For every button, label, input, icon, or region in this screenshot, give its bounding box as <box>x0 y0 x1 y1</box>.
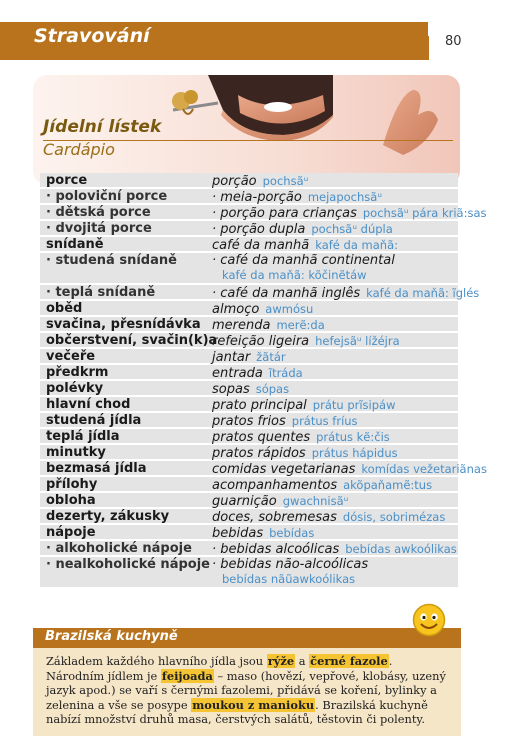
pronunciation: kafé da maňã: kõčinẽtáw <box>222 268 367 282</box>
menu-row <box>40 205 487 221</box>
pronunciation: akõpaňamẽ:tus <box>343 478 433 492</box>
portuguese-term <box>212 526 314 541</box>
menu-row <box>40 413 458 427</box>
menu-row <box>40 349 458 363</box>
pronunciation: pochsãᵘ dúpla <box>311 222 393 236</box>
menu-row <box>40 237 458 251</box>
portuguese-word: jantar <box>212 350 251 365</box>
portuguese-term <box>212 510 445 525</box>
info-text-part: . Národním jídlem je <box>46 654 393 683</box>
portuguese-term <box>212 430 390 445</box>
czech-term: dezerty, zákusky <box>46 509 170 524</box>
portuguese-term <box>212 446 398 461</box>
portuguese-word: acompanhamentos <box>212 478 338 493</box>
pronunciation: prátus kẽ:čis <box>316 430 390 444</box>
czech-term: občerstvení, svačin(k)a <box>46 333 218 348</box>
pronunciation: kafé da maňã: <box>315 238 398 252</box>
pronunciation: pochsãᵘ pára kriã:sas <box>362 206 487 220</box>
pronunciation: mejapochsãᵘ <box>307 190 382 204</box>
info-box-header <box>33 628 461 648</box>
menu-row <box>40 365 458 379</box>
portuguese-word: · porção dupla <box>212 222 306 237</box>
pronunciation: gwachnisãᵘ <box>282 494 349 508</box>
pronunciation: sópas <box>255 382 290 396</box>
info-text-part: Základem každého hlavního jídla jsou <box>46 654 267 668</box>
pronunciation: hefejsãᵘ lížéjra <box>315 334 400 348</box>
portuguese-term <box>212 222 393 237</box>
portuguese-word: bebidas <box>212 526 264 541</box>
czech-term: přílohy <box>46 477 98 492</box>
portuguese-word: merenda <box>212 318 271 333</box>
portuguese-word: entrada <box>212 366 263 381</box>
info-text-part: – maso (hovězí, vepřové, klobásy, uzený jazyk apod.) se vaří s černými fazolemi, přidává se koření, bylinky a zelenina a vše se posype <box>46 668 446 712</box>
menu-row <box>40 301 458 315</box>
portuguese-term <box>212 382 289 397</box>
menu-vocabulary-list <box>40 173 487 589</box>
menu-row <box>40 285 480 301</box>
pronunciation: bebídas <box>269 526 315 540</box>
pronunciation: prátus fríus <box>291 414 358 428</box>
czech-term: předkrm <box>46 365 109 380</box>
section-title: Jídelní lístek <box>43 117 162 137</box>
portuguese-word: · café da manhã inglês <box>212 286 361 301</box>
header-divider <box>428 36 429 60</box>
portuguese-word: pratos quentes <box>212 430 311 445</box>
czech-term: porce <box>46 173 88 188</box>
menu-row <box>40 317 458 331</box>
menu-heading <box>33 117 460 167</box>
portuguese-term <box>212 254 395 268</box>
portuguese-term <box>212 366 303 381</box>
portuguese-term <box>212 206 486 221</box>
pronunciation: prátu prĩsipáw <box>312 398 396 412</box>
portuguese-word: refeição ligeira <box>212 334 310 349</box>
smiley-icon <box>412 603 446 637</box>
portuguese-word: café da manhã <box>212 238 310 253</box>
portuguese-term <box>212 494 348 509</box>
portuguese-word: · meia-porção <box>212 190 302 205</box>
pronunciation: awmósu <box>265 302 314 316</box>
menu-row <box>40 189 458 203</box>
menu-row <box>40 525 458 539</box>
pronunciation: merẽ:da <box>276 318 325 332</box>
info-text-part: . Brazilská kuchyně nabízí množství druhů masa, čerstvých salátů, těstovin či polenty. <box>46 697 428 727</box>
portuguese-word: guarnição <box>212 494 277 509</box>
portuguese-word: pratos rápidos <box>212 446 306 461</box>
menu-row <box>40 557 458 587</box>
info-box-text <box>46 654 446 727</box>
portuguese-term <box>212 190 382 205</box>
czech-term: polévky <box>46 381 104 396</box>
menu-row <box>40 397 458 411</box>
chapter-header <box>0 22 428 60</box>
menu-row <box>40 493 458 507</box>
pronunciation: bebídas awkoólikas <box>345 542 457 556</box>
portuguese-word: · bebidas não-alcoólicas <box>212 557 369 572</box>
czech-term: obloha <box>46 493 96 508</box>
portuguese-word: porção <box>212 174 257 189</box>
menu-row <box>40 429 458 443</box>
menu-row <box>40 509 458 523</box>
portuguese-term <box>212 542 457 557</box>
section-subtitle: Cardápio <box>43 140 115 159</box>
portuguese-term <box>212 302 313 317</box>
menu-row <box>40 445 458 459</box>
chapter-title: Stravování <box>34 25 150 47</box>
pronunciation: komídas vežetariãnas <box>361 462 487 476</box>
menu-row <box>40 477 458 491</box>
menu-row <box>40 221 458 235</box>
highlight-term: černé fazole <box>310 654 388 668</box>
portuguese-term <box>212 414 358 429</box>
czech-term: studená jídla <box>46 413 142 428</box>
czech-term: · poloviční porce <box>46 189 168 204</box>
portuguese-term <box>212 478 432 493</box>
portuguese-word: prato principal <box>212 398 307 413</box>
menu-row <box>40 541 458 555</box>
portuguese-term <box>212 462 487 477</box>
pronunciation: dósis, sobrimézas <box>342 510 446 524</box>
portuguese-term <box>212 318 325 333</box>
czech-term: snídaně <box>46 237 104 252</box>
czech-term: · teplá snídaně <box>46 285 156 300</box>
menu-row <box>40 381 458 395</box>
portuguese-term <box>212 238 398 253</box>
czech-term: · studená snídaně <box>46 253 177 268</box>
portuguese-word: sopas <box>212 382 250 397</box>
portuguese-word: · bebidas alcoólicas <box>212 542 340 557</box>
highlight-term: moukou z manioku <box>192 697 315 712</box>
menu-row <box>40 333 458 347</box>
czech-term: bezmasá jídla <box>46 461 147 476</box>
portuguese-term <box>212 558 368 572</box>
czech-term: teplá jídla <box>46 429 120 444</box>
menu-row <box>40 173 458 187</box>
czech-term: nápoje <box>46 525 96 540</box>
pronunciation: bebídas nãũawkoólikas <box>222 572 356 586</box>
portuguese-word: pratos frios <box>212 414 286 429</box>
portuguese-word: almoço <box>212 302 260 317</box>
portuguese-word: · café da manhã continental <box>212 253 395 268</box>
portuguese-word: doces, sobremesas <box>212 510 337 525</box>
czech-term: hlavní chod <box>46 397 131 412</box>
pronunciation: kafé da maňã: ĩglés <box>366 286 480 300</box>
pronunciation: prátus hápidus <box>311 446 398 460</box>
czech-term: · nealkoholické nápoje <box>46 557 210 572</box>
czech-term: oběd <box>46 301 83 316</box>
pronunciation: žãtár <box>256 350 286 364</box>
portuguese-term <box>212 334 400 349</box>
info-box-title: Brazilská kuchyně <box>45 629 178 644</box>
czech-term: · dětská porce <box>46 205 151 220</box>
czech-term: · dvojitá porce <box>46 221 152 236</box>
portuguese-term <box>212 286 479 301</box>
highlight-term: feijoada <box>161 668 213 683</box>
czech-term: minutky <box>46 445 106 460</box>
menu-row <box>40 253 458 283</box>
portuguese-term <box>212 174 308 189</box>
menu-row <box>40 461 487 477</box>
info-text-part: a <box>295 654 310 668</box>
highlight-term: rýže <box>267 654 295 668</box>
portuguese-term <box>212 398 396 413</box>
pronunciation: ĩtráda <box>268 366 303 380</box>
czech-term: večeře <box>46 349 96 364</box>
czech-term: · alkoholické nápoje <box>46 541 192 556</box>
page-number: 80 <box>445 34 462 49</box>
pronunciation: pochsãᵘ <box>262 174 309 188</box>
czech-term: svačina, přesnídávka <box>46 317 201 332</box>
portuguese-term <box>212 350 286 365</box>
portuguese-word: comidas vegetarianas <box>212 462 356 477</box>
portuguese-word: · porção para crianças <box>212 206 357 221</box>
